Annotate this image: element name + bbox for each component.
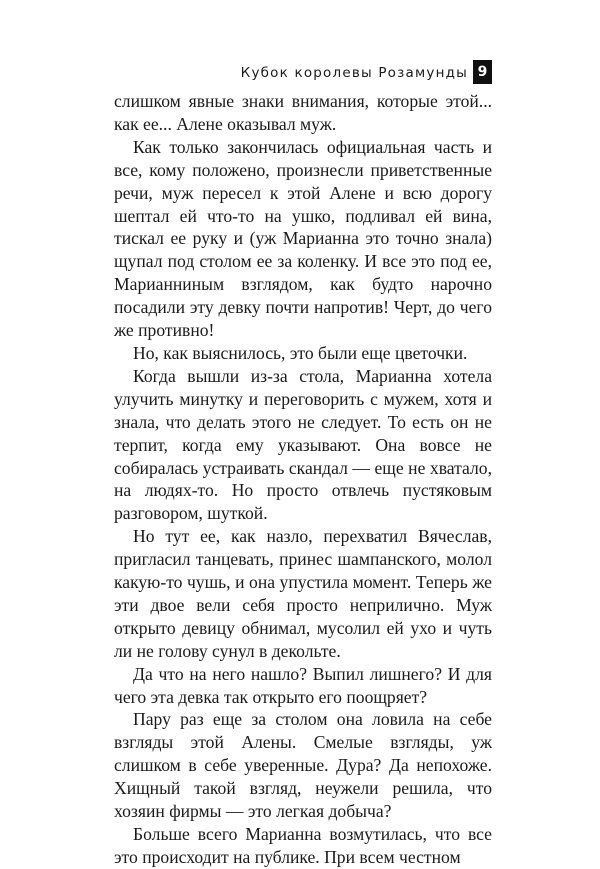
paragraph: слишком явные знаки внимания, которые этой... как ее... Алене оказывал муж.: [114, 91, 492, 134]
body-text: [114, 90, 492, 869]
paragraph: Пару раз еще за столом она ловила на себе взгляды этой Алены. Смелые взгляды, уж слишком в себе уверенные. Дура? Да непохоже. Хищный такой взгляд, неужели решила, что хозяин фирмы — это легкая добыча?: [114, 709, 492, 822]
running-title: Кубок королевы Розамунды: [240, 65, 468, 81]
paragraph: Когда вышли из-за стола, Марианна хотела улучить минутку и переговорить с мужем, хотя и знала, что делать этого не следует. То есть он не терпит, когда ему указывают. Она вовсе не собиралась устраивать скандал — еще не хватало, на людях-то. Но просто отвлечь пустяковым разговором, шуткой.: [114, 365, 492, 524]
page-number: 9: [473, 60, 492, 84]
paragraph: Но тут ее, как назло, перехватил Вячеслав, пригласил танцевать, принес шампанского, молол какую-то чушь, и она упустила момент. Теперь же эти двое вели себя просто неприлично. Муж открыто девицу обнимал, мусолил ей ухо и чуть ли не голову сунул в декольте.: [114, 526, 492, 661]
paragraph: Как только закончилась официальная часть и все, кому положено, произнесли приветственные речи, муж пересел к этой Алене и всю дорогу шептал ей что-то на ушко, подливал ей вина, тискал ее руку и (уж Марианна это точно знала) щупал под столом ее за коленку. И все это под ее, Марианниным взглядом, как будто нарочно посадили эту девку почти напротив! Черт, до чего же противно!: [114, 136, 492, 341]
paragraph: Но, как выяснилось, это были еще цветочки.: [133, 342, 468, 363]
paragraph: Да что на него нашло? Выпил лишнего? И для чего эта девка так открыто его поощряет?: [114, 663, 492, 707]
paragraph: Больше всего Марианна возмутилась, что все это происходит на публике. При всем честном: [114, 824, 492, 867]
